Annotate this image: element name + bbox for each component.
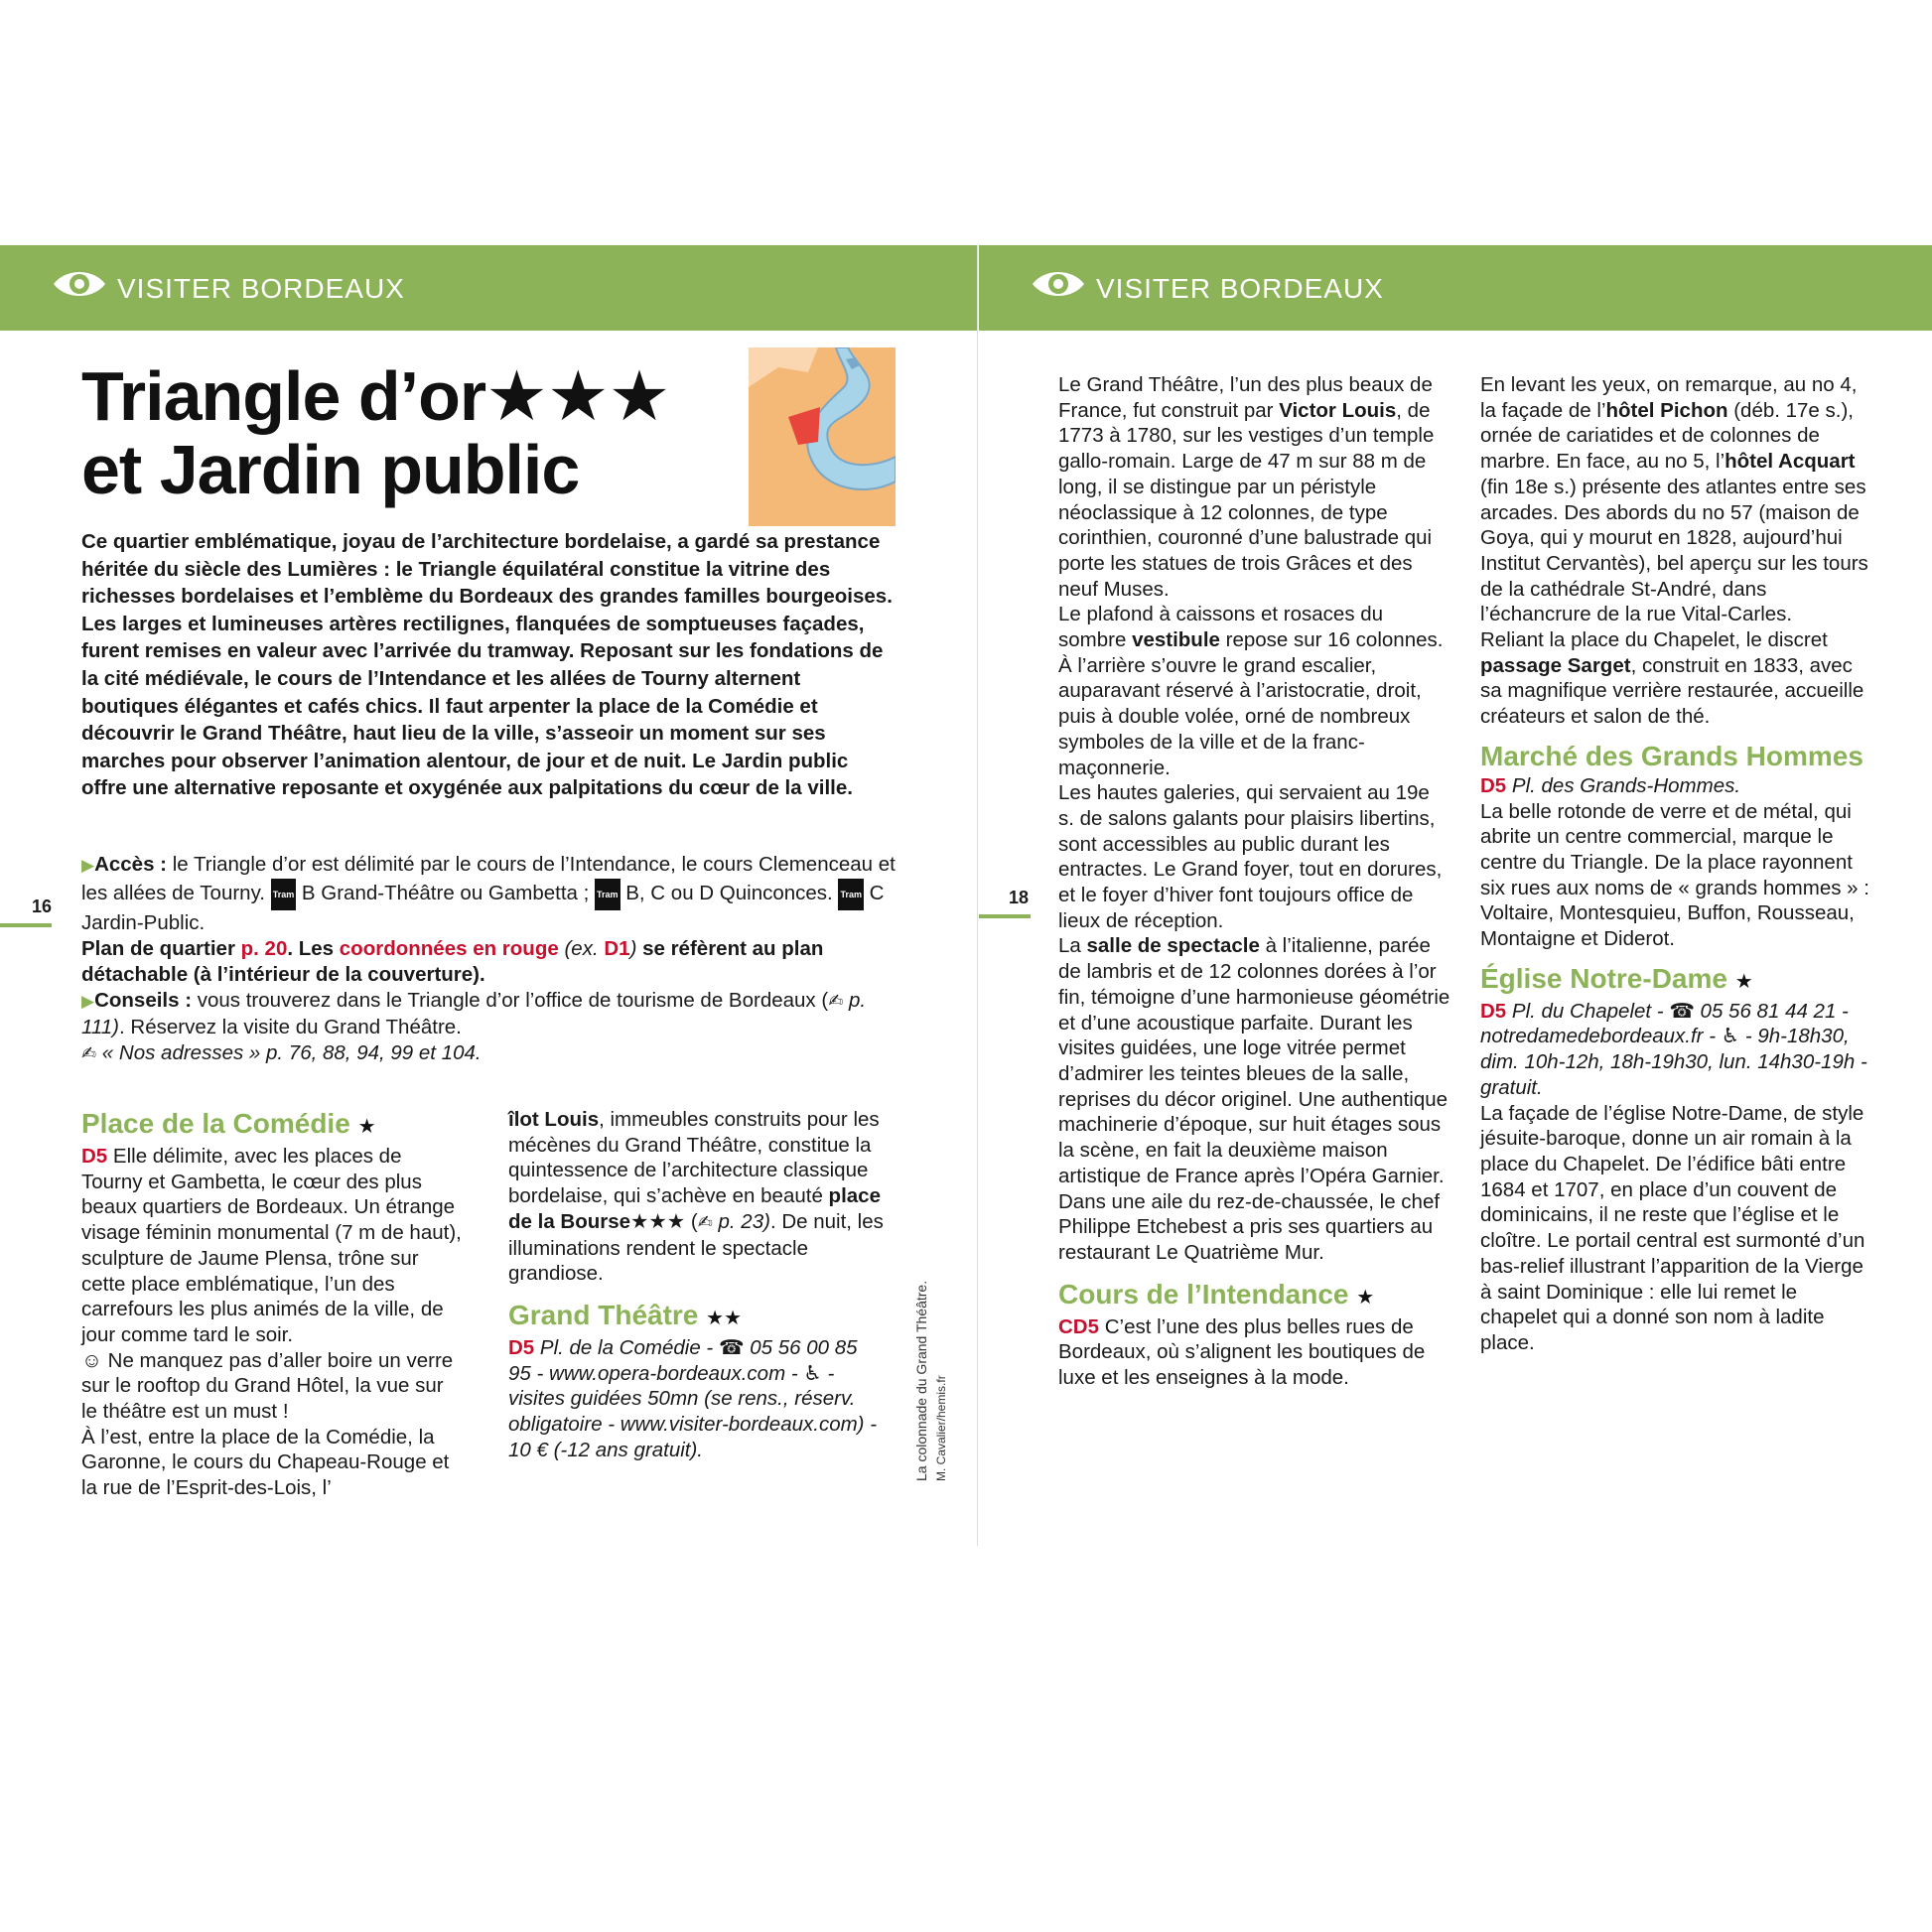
section-theatre-cont: Le Grand Théâtre, l’un des plus beaux de France, fut construit par Victor Louis, de 1773 à 1780, sur les vestiges d’un temple gallo-romain. Large de 47 m sur 88 m de long, il se distingue par un péristyle néoclassique à 12 colonnes, de type corinthien, couronné d’une balustrade qui porte les statues de trois Grâces et des neuf Muses. Le plafond à caissons et rosaces du sombre vestibule repose sur 16 colonnes. À l’arrière s’ouvre le grand escalier, auparavant réservé à l’aristocratie, droit, puis à double volée, orné de nombreux symboles de la ville et de la franc-maçonnerie. Les hautes galeries, qui servaient au 19e s. de salons galants pour plaisirs libertins, sont accessibles au public durant les entractes. Le Grand foyer, tout en dorures, et le foyer d’hiver font toujours office de lieux de réception. La salle de spectacle à l’italienne, parée de lambris et de 12 colonnes dorées à l’or fin, témoigne d’une harmonieuse géométrie et d’une acoustique parfaite. Durant les visites guidées, une loge vitrée permet d’admirer les teintes bleues de la salle, reprises du décor originel. Une authentique machinerie d’époque, sur huit étages sous la scène, en fait la deuxième maison artistique de France après l’Opéra Garnier. Dans une aile du rez-de-chaussée, le chef Philippe Etchebest a pris ses quartiers au restaurant Le Quatrième Mur. Cours de l’Intendance ★ CD5 C’est l’une des plus belles rues de Bordeaux, où s’alignent les boutiques de luxe et les enseignes à la mode. xyxy=(1058,373,1450,1390)
tram-icon: Tram xyxy=(595,879,621,910)
map-ref: D5 xyxy=(1480,773,1507,797)
page-number-bar xyxy=(979,914,1031,918)
access-info: ▶Accès : le Triangle d’or est délimité par le cours de l’Intendance, le cours Clemenceau et les allées de Tourny. Tram B Grand-Théâtre ou Gambetta ; Tram B, C ou D Quinconces. Tram C Jardin-Public. xyxy=(81,853,896,934)
title-line-1: Triangle d’or★★★ xyxy=(81,357,670,435)
section-title: Place de la Comédie ★ xyxy=(81,1108,376,1139)
section-title: Grand Théâtre ★★ xyxy=(508,1299,743,1330)
plan-info: Plan de quartier p. 20. Les coordonnées en rouge (ex. D1) se réfèrent au plan détachable (à l’intérieur de la couverture). xyxy=(81,937,824,986)
page-gutter xyxy=(977,245,978,1546)
arrow-icon: ▶ xyxy=(81,992,95,1011)
section-title: Cours de l’Intendance ★ xyxy=(1058,1278,1375,1310)
wheelchair-icon: ♿ xyxy=(1721,1025,1740,1048)
tips-info: ▶Conseils : vous trouverez dans le Triangle d’or l’office de tourisme de Bordeaux (✍ p. 111). Réservez la visite du Grand Théâtre. ✍ « Nos adresses » p. 76, 88, 94, 99 et 104. xyxy=(81,989,867,1064)
section-title: Église Notre-Dame ★ xyxy=(1480,962,1753,994)
phone-icon: ☎ xyxy=(1669,999,1695,1023)
tram-icon: Tram xyxy=(271,879,297,910)
map-ref: CD5 xyxy=(1058,1314,1100,1338)
smiley-icon: ☺ xyxy=(81,1348,102,1372)
phone-icon: ☎ xyxy=(718,1335,745,1359)
map-ref: D5 xyxy=(1480,999,1507,1023)
page-number-left: 16 xyxy=(32,897,53,916)
section-intendance-cont: En levant les yeux, on remarque, au no 4, la façade de l’hôtel Pichon (déb. 17e s.), ornée de cariatides et de colonnes de marbre. En face, au no 5, l’hôtel Acquart (fin 18e s.) présente des atlantes entre ses arcades. Des abords du no 57 (maison de Goya, qui y mourut en 1828, aujourd’hui Institut Cervantès), bel aperçu sur les tours de la cathédrale St-André, dans l’échancrure de la rue Vital-Carles. Reliant la place du Chapelet, le discret passage Sarget, construit en 1833, avec sa magnifique verrière restaurée, accueille créateurs et salon de thé. Marché des Grands Hommes D5 Pl. des Grands-Hommes. La belle rotonde de verre et de métal, qui abrite un centre commercial, marque le centre du Triangle. De la place rayonnent six rues aux noms de « grands hommes » : Voltaire, Montesquieu, Buffon, Rousseau, Montaigne et Diderot. Église Notre-Dame ★ D5 Pl. du Chapelet - ☎ 05 56 81 44 21 - notredamedebordeaux.fr - ♿ - 9h-18h30, dim. 10h-12h, 18h-19h30, lun. 14h30-19h - gratuit. La façade de l’église Notre-Dame, de style jésuite-baroque, donne un air romain à la place du Chapelet. De l’édifice bâti entre 1684 et 1707, en place d’un couvent de dominicains, il ne reste que l’église et le cloître. Le portail central est surmonté d’un bas-relief illustrant l’apparition de la Vierge à saint Dominique : elle lui remet le chapelet qui a donné son nom à ladite place. xyxy=(1480,373,1869,1354)
section-comedie: Place de la Comédie ★ D5 Elle délimite, avec les places de Tourny et Gambetta, le cœur des plus beaux quartiers de Bordeaux. Un étrange visage féminin monumental (7 m de haut), sculpture de Jaume Plensa, trône sur cette place emblématique, l’un des carrefours les plus animés de la ville, de jour comme tard le soir. ☺ Ne manquez pas d’aller boire un verre sur le rooftop du Grand Hôtel, la vue sur le théâtre est un must ! À l’est, entre la place de la Comédie, la Garonne, le cours du Chapeau-Rouge et la rue de l’Esprit-des-Lois, l’ xyxy=(81,1108,462,1500)
pen-icon: ✍ xyxy=(81,1043,97,1063)
pen-icon: ✍ xyxy=(828,991,844,1011)
header-band-left xyxy=(0,245,977,331)
title-line-2: et Jardin public xyxy=(81,431,580,508)
arrow-icon: ▶ xyxy=(81,856,95,875)
photo-credit: La colonnade du Grand Théâtre. M. Cavalier/hemis.fr xyxy=(913,1280,948,1481)
section-comedie-cont: îlot Louis, immeubles construits pour les mécènes du Grand Théâtre, constitue la quintessence de l’architecture classique bordelaise, qui s’achève en beauté place de la Bourse★★★ (✍ p. 23). De nuit, les illuminations rendent le spectacle grandiose. Grand Théâtre ★★ D5 Pl. de la Comédie - ☎ 05 56 00 85 95 - www.opera-bordeaux.com - ♿ - visites guidées 50mn (se rens., réserv. obligatoire - www.visiter-bordeaux.com) - 10 € (-12 ans gratuit). xyxy=(508,1108,884,1461)
page-number-bar xyxy=(0,923,52,927)
locator-map xyxy=(749,347,896,526)
page-title xyxy=(81,359,669,506)
eye-icon xyxy=(1031,266,1086,302)
eye-icon xyxy=(52,266,107,302)
tram-icon: Tram xyxy=(838,879,864,910)
map-ref: D5 xyxy=(508,1335,535,1359)
intro-paragraph: Ce quartier emblématique, joyau de l’architecture bordelaise, a gardé sa prestance héritée du siècle des Lumières : le Triangle équilatéral constitue la vitrine des richesses bordelaises et l’emblème du Bordeaux des grandes familles bourgeoises. Les larges et lumineuses artères rectilignes, flanquées de somptueuses façades, furent remises en valeur avec l’arrivée du tramway. Reposant sur les fondations de la cité médiévale, le cours de l’Intendance et les allées de Tourny alternent boutiques élégantes et cafés chics. Il faut arpenter la place de la Comédie et découvrir le Grand Théâtre, haut lieu de la ville, s’asseoir un moment sur ses marches pour observer l’animation alentour, de jour et de nuit. Le Jardin public offre une alternative reposante et oxygénée aux palpitations du cœur de la ville. xyxy=(81,530,893,800)
map-ref: D5 xyxy=(81,1145,108,1168)
comedie-east: À l’est, entre la place de la Comédie, la Garonne, le cours du Chapeau-Rouge et la rue de l’Esprit-des-Lois, l’ xyxy=(81,1425,450,1500)
plan-page-link[interactable]: p. 20 xyxy=(240,937,288,960)
page-number-right: 18 xyxy=(1009,888,1030,907)
section-label: VISITER BORDEAUX xyxy=(1096,273,1384,304)
pen-icon: ✍ xyxy=(697,1211,713,1232)
header-band-right xyxy=(979,245,1932,331)
section-label: VISITER BORDEAUX xyxy=(117,273,405,304)
section-title: Marché des Grands Hommes xyxy=(1480,740,1863,771)
wheelchair-icon: ♿ xyxy=(803,1361,822,1385)
practical-info xyxy=(81,852,896,1066)
